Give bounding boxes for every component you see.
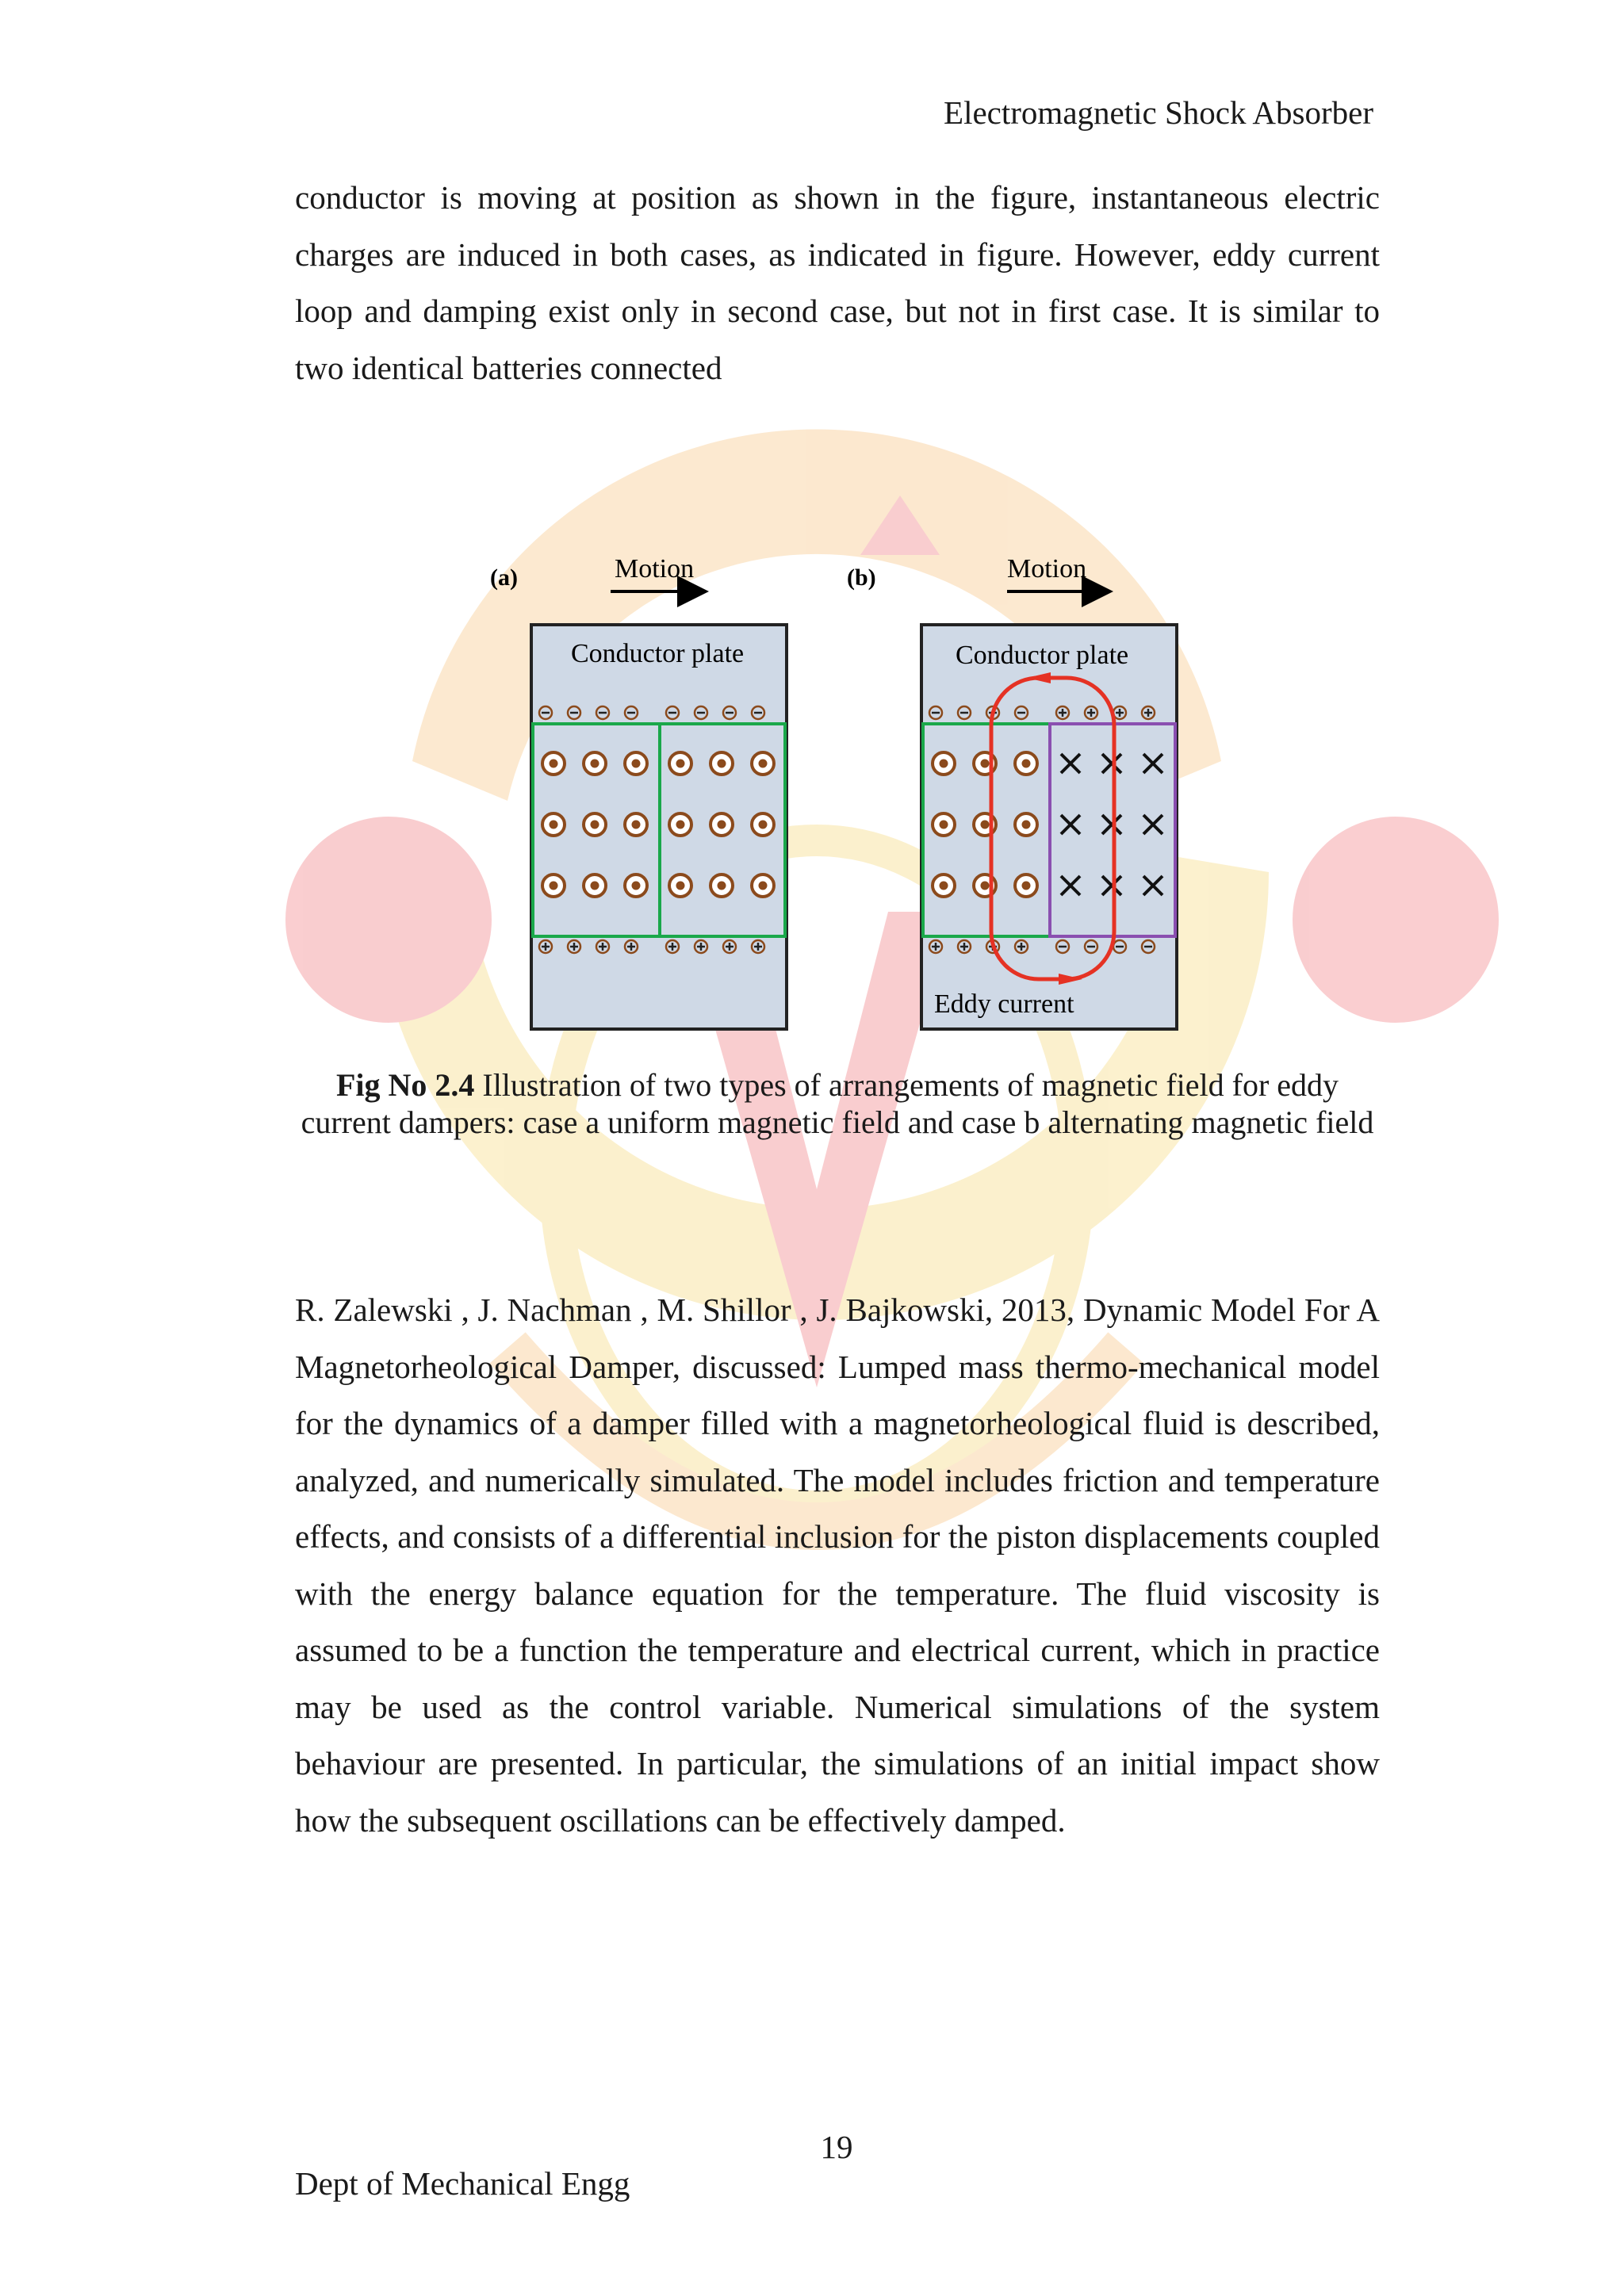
field-out-dot-icon [584,752,606,775]
field-out-dot-icon [584,813,606,836]
field-out-dot-icon [669,874,691,897]
footer-department: Dept of Mechanical Engg [295,2165,630,2202]
figure-caption-label: Fig No 2.4 [335,1067,475,1103]
field-out-dot-icon [752,813,774,836]
figure-caption [295,1066,1380,1141]
field-out-dot-icon [625,874,647,897]
body-paragraph-2: R. Zalewski , J. Nachman , M. Shillor , J. Bajkowski, 2013, Dynamic Model For A Magnetorheological Damper, discussed: Lumped mass thermo-mechanical model for the dynamics of a damper filled with a magnetorheological fluid is described, analyzed, and numerically simulated. The model includes friction and temperature effects, and consists of a differential inclusion for the piston displacements coupled with the energy balance equation for the temperature. The fluid viscosity is assumed to be a function the temperature and electrical current, which in practice may be used as the control variable. Numerical simulations of the system behaviour are presented. In particular, the simulations of an initial impact show how the subsequent oscillations can be effectively damped. [295,1292,1380,1839]
panel-b-eddy-label: Eddy current [934,989,1074,1019]
panel-b-motion-label: Motion [1007,554,1087,584]
field-out-dot-icon [542,752,565,775]
field-out-dot-icon [542,874,565,897]
panel-b-plate-label: Conductor plate [956,641,1129,670]
field-out-dot-icon [542,813,565,836]
field-out-dot-icon [752,874,774,897]
body-paragraph-1: conductor is moving at position as shown in the figure, instantaneous electric charges are induced in both cases, as indicated in figure. However, eddy current loop and damping exist only in second case, but not in first case. It is similar to two identical batteries connected [295,179,1380,386]
field-out-dot-icon [710,874,733,897]
field-out-dot-icon [669,752,691,775]
panel-a-tag: (a) [490,564,518,591]
panel-a-motion-label: Motion [615,554,695,584]
panel-a-plate-label: Conductor plate [571,639,745,668]
field-out-dot-icon [710,752,733,775]
panel-b-tag: (b) [847,564,876,591]
page-number: 19 [820,2129,853,2165]
field-out-dot-icon [933,874,955,897]
field-out-dot-icon [1015,874,1037,897]
field-out-dot-icon [933,813,955,836]
panel-a [490,554,787,1029]
field-out-dot-icon [669,813,691,836]
running-head: Electromagnetic Shock Absorber [944,94,1373,131]
field-out-dot-icon [584,874,606,897]
panel-b-field-dots [933,752,1037,897]
field-out-dot-icon [625,813,647,836]
field-out-dot-icon [710,813,733,836]
field-out-dot-icon [752,752,774,775]
figure-caption-text: Illustration of two types of arrangements of magnetic field for eddy current dampers: case a uniform magnetic field and case b alternating magnetic field [301,1067,1374,1140]
panel-b [847,554,1177,1029]
field-out-dot-icon [933,752,955,775]
field-out-dot-icon [1015,813,1037,836]
field-out-dot-icon [1015,752,1037,775]
eddy-current-figure [468,539,1205,1047]
field-out-dot-icon [625,752,647,775]
